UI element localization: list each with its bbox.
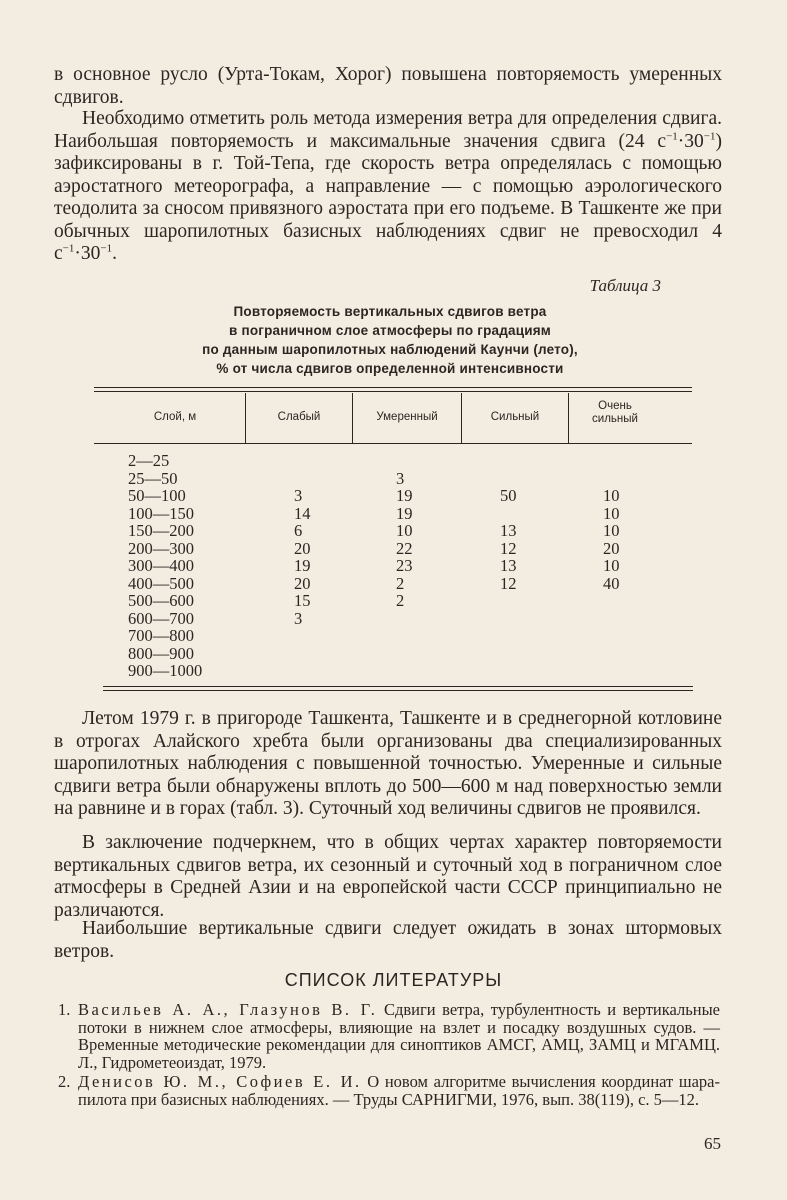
cell-strong <box>500 662 560 680</box>
paragraph-2-part-d: ·30 <box>74 243 101 264</box>
reference-text: Сдвиги ветра, турбулентность и вертикальные потоки в нижнем слое атмосферы, влияющие на взлет и посадку воздушных судов. — Временные методические рекомендации для синоптиков АМСГ, АМЦ, ЗАМЦ и МГАМЦ. Л., Гидрометеоиздат, 1979. <box>78 1000 720 1072</box>
reference-1 <box>78 1001 720 1071</box>
cell-strong <box>500 452 560 470</box>
cell-very-strong: 10 <box>603 503 620 523</box>
reference-2 <box>78 1073 720 1108</box>
cell-strong <box>500 627 560 645</box>
cell-weak: 6 <box>294 521 303 540</box>
cell-very-strong: 10 <box>603 556 620 575</box>
cell-weak: 15 <box>294 591 311 610</box>
cell-strong <box>500 645 560 663</box>
references-title: СПИСОК ЛИТЕРАТУРЫ <box>284 970 503 990</box>
exponent: −1 <box>62 242 75 255</box>
cell-layer: 50—100 <box>128 486 186 505</box>
cell-moderate: 3 <box>396 468 405 488</box>
paragraph-3: Летом 1979 г. в пригороде Ташкента, Ташкенте и в среднегорной котловине в отрогах Алайского хребта были организованы два специализированных шаропилотных наблюдения с повышенной точностью. Умеренные и сильные сдвиги ветра были обнаружены вплоть до 500—600 м над поверхностью земли на равнине и в горах (табл. 3). Суточный ход величины сдвигов не проявился. <box>54 708 722 819</box>
column-divider <box>568 393 569 443</box>
cell-weak: 3 <box>294 486 303 505</box>
page-number: 65 <box>704 1134 721 1153</box>
reference-number: 1. <box>58 1000 71 1019</box>
column-weak <box>294 452 354 680</box>
cell-moderate: 2 <box>396 591 405 610</box>
cell-moderate <box>396 627 456 645</box>
column-strong <box>500 452 560 680</box>
cell-very-strong <box>603 662 663 680</box>
cell-weak: 14 <box>294 503 311 523</box>
cell-moderate <box>396 452 456 470</box>
table-header-rule <box>94 443 692 444</box>
cell-moderate: 19 <box>396 503 413 523</box>
exponent: −1 <box>100 242 113 255</box>
cell-very-strong: 10 <box>603 521 620 540</box>
cell-strong <box>500 505 560 523</box>
cell-strong <box>500 592 560 610</box>
paragraph-2-part-e: . <box>112 243 117 264</box>
cell-layer: 300—400 <box>128 556 194 575</box>
cell-strong: 13 <box>500 521 517 540</box>
paragraph-2-part-c: ) зафиксированы в г. Той-Тепа, где скорость ветра определялась с помощью аэростатного метеорографа, а направление — с помощью аэрологического теодолита за сносом привязного аэростата при его подъеме. В Ташкенте же при обычных шаропилотных базисных наблюдениях сдвиг не превосходил 4 с <box>54 130 722 264</box>
cell-strong <box>500 470 560 488</box>
column-divider <box>352 393 353 443</box>
table-bottom-rule <box>103 686 693 687</box>
cell-moderate: 19 <box>396 486 413 505</box>
cell-moderate <box>396 662 456 680</box>
header-strong: Сильный <box>490 411 540 423</box>
reference-authors: Денисов Ю. М., Софиев Е. И. <box>78 1072 362 1091</box>
column-divider <box>245 393 246 443</box>
cell-strong <box>500 610 560 628</box>
header-layer: Слой, м <box>153 411 197 423</box>
cell-moderate: 23 <box>396 556 413 575</box>
paragraph-2-part-b: ·30 <box>677 130 704 152</box>
reference-authors: Васильев А. А., Глазунов В. Г. <box>78 1000 378 1019</box>
cell-layer: 200—300 <box>128 538 194 558</box>
cell-weak <box>294 662 354 680</box>
table-title-line: Повторяемость вертикальных сдвигов ветра <box>233 304 547 319</box>
paragraph-1: в основное русло (Урта-Токам, Хорог) повышена повторяемость умеренных сдвигов. <box>54 64 722 108</box>
reference-text: О новом алгоритме вычисления координат шара-пилота при базисных наблюдениях. — Труды САРНИГМИ, 1976, вып. 38(119), с. 5—12. <box>78 1072 720 1109</box>
cell-very-strong: 10 <box>603 486 620 505</box>
cell-strong: 13 <box>500 556 517 575</box>
table-title-line: % от числа сдвигов определенной интенсивности <box>216 361 564 376</box>
cell-moderate <box>396 610 456 628</box>
column-very-strong <box>603 452 663 680</box>
cell-moderate: 10 <box>396 521 413 540</box>
paragraph-5: Наибольшие вертикальные сдвиги следует ожидать в зонах штормовых ветров. <box>54 918 722 962</box>
cell-strong: 12 <box>500 573 517 593</box>
cell-weak <box>294 627 354 645</box>
table-title-line: в пограничном слое атмосферы по градациям <box>229 323 551 338</box>
cell-layer: 400—500 <box>128 573 194 593</box>
table-title <box>110 302 670 378</box>
cell-layer: 700—800 <box>128 626 194 645</box>
cell-weak <box>294 470 354 488</box>
cell-very-strong <box>603 452 663 470</box>
header-very-strong: Очень сильный <box>592 400 638 425</box>
header-moderate: Умеренный <box>376 411 438 423</box>
column-divider <box>461 393 462 443</box>
cell-layer: 25—50 <box>128 468 178 488</box>
table-top-rule <box>94 387 692 388</box>
cell-weak <box>294 452 354 470</box>
cell-strong: 12 <box>500 538 517 558</box>
cell-weak <box>294 645 354 663</box>
cell-layer: 100—150 <box>128 503 194 523</box>
cell-very-strong: 20 <box>603 538 620 558</box>
column-moderate <box>396 452 456 680</box>
cell-very-strong <box>603 645 663 663</box>
cell-very-strong: 40 <box>603 573 620 593</box>
header-weak: Слабый <box>277 411 321 423</box>
cell-weak: 3 <box>294 608 303 628</box>
cell-weak: 20 <box>294 538 311 558</box>
cell-moderate: 2 <box>396 573 405 593</box>
cell-weak: 19 <box>294 556 311 575</box>
cell-layer: 2—25 <box>128 451 170 470</box>
cell-very-strong <box>603 470 663 488</box>
cell-layer: 900—1000 <box>128 661 203 680</box>
column-layer <box>128 452 202 680</box>
cell-weak: 20 <box>294 573 311 593</box>
table-bottom-rule <box>103 690 693 691</box>
paragraph-2 <box>54 108 722 266</box>
cell-moderate: 22 <box>396 538 413 558</box>
cell-moderate <box>396 645 456 663</box>
paragraph-2-part-a: Необходимо отметить роль метода измерения ветра для определения сдвига. Наибольшая повторяемость и максимальные значения сдвига (24 с <box>54 108 722 152</box>
exponent: −1 <box>703 130 716 142</box>
cell-layer: 150—200 <box>128 521 194 540</box>
cell-very-strong <box>603 610 663 628</box>
reference-number: 2. <box>58 1072 71 1091</box>
cell-layer: 500—600 <box>128 591 194 610</box>
cell-very-strong <box>603 592 663 610</box>
table-label: Таблица 3 <box>589 276 661 295</box>
cell-very-strong <box>603 627 663 645</box>
cell-layer: 800—900 <box>128 643 194 663</box>
paragraph-4: В заключение подчеркнем, что в общих чертах характер повторяемости вертикальных сдвигов ветра, их сезонный и суточный ход в пограничном слое атмосферы в Средней Азии и на европейской части СССР принципиально не различаются. <box>54 832 722 921</box>
table-top-rule <box>94 391 692 392</box>
cell-layer: 600—700 <box>128 608 194 628</box>
cell-strong: 50 <box>500 486 517 505</box>
table-title-line: по данным шаропилотных наблюдений Каунчи (лето), <box>202 342 578 357</box>
exponent: −1 <box>666 130 678 142</box>
